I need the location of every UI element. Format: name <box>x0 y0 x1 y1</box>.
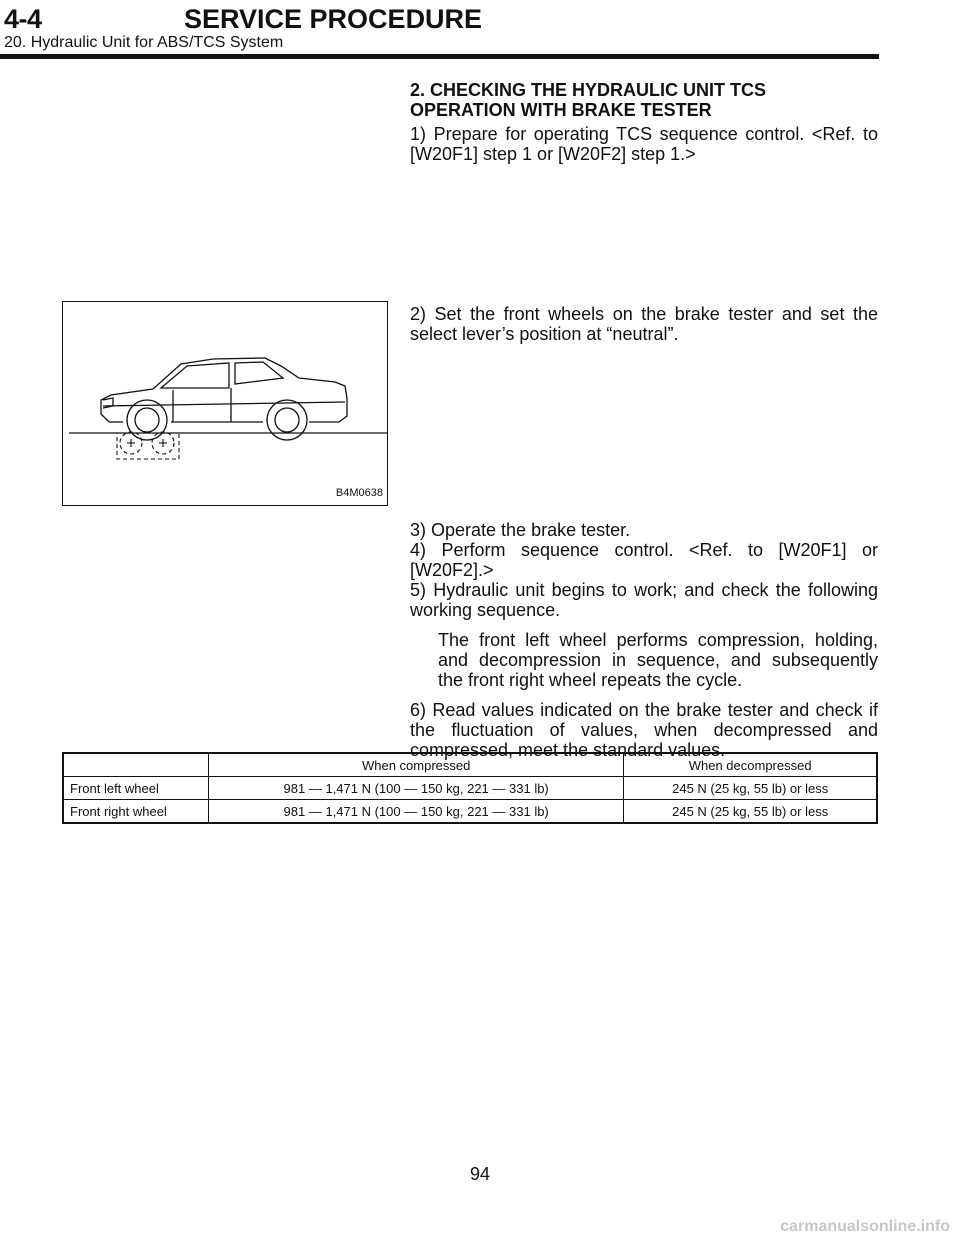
standard-values-table <box>62 752 878 824</box>
step-text: 5) Hydraulic unit begins to work; and check the following working sequence. <box>410 580 878 620</box>
watermark: carmanualsonline.info <box>780 1218 950 1235</box>
table-row <box>63 777 877 800</box>
heading-line: 2. CHECKING THE HYDRAULIC UNIT TCS <box>410 80 767 100</box>
step-text: 3) Operate the brake tester. <box>410 520 631 540</box>
car-illustration <box>63 302 387 505</box>
table-cell: Front left wheel <box>63 777 209 800</box>
figure-code: B4M0638 <box>335 487 383 499</box>
heading-line: OPERATION WITH BRAKE TESTER <box>410 100 712 120</box>
header-rule <box>0 54 879 59</box>
table-header-cell: When compressed <box>209 753 624 777</box>
steps-3-to-6 <box>410 520 878 760</box>
step-text: 2) Set the front wheels on the brake tester and set the select lever’s position at “neutral”. <box>410 304 878 344</box>
step-note: The front left wheel performs compression, holding, and decompression in sequence, and subsequently the front right wheel repeats the cycle. <box>438 630 878 690</box>
page-title: SERVICE PROCEDURE <box>184 4 483 34</box>
step-1 <box>410 124 878 164</box>
step-2 <box>410 304 878 344</box>
section-number: 4-4 <box>4 4 42 34</box>
table-cell: 245 N (25 kg, 55 lb) or less <box>624 800 877 824</box>
procedure-heading <box>410 80 878 120</box>
table-header-cell: When decompressed <box>624 753 877 777</box>
table-cell: 981 — 1,471 N (100 — 150 kg, 221 — 331 lb) <box>209 777 624 800</box>
table-header-row <box>63 753 877 777</box>
step-text: 1) Prepare for operating TCS sequence control. <Ref. to [W20F1] step 1 or [W20F2] step 1.> <box>410 124 878 164</box>
table-row <box>63 800 877 824</box>
step-text: 4) Perform sequence control. <Ref. to [W20F1] or [W20F2].> <box>410 540 878 580</box>
table-header-cell <box>63 753 209 777</box>
table-cell: Front right wheel <box>63 800 209 824</box>
table-cell: 245 N (25 kg, 55 lb) or less <box>624 777 877 800</box>
page-number: 94 <box>469 1164 491 1184</box>
step-text: 6) Read values indicated on the brake tester and check if the fluctuation of values, when decompressed and compressed, meet the standard values. <box>410 700 878 760</box>
table-cell: 981 — 1,471 N (100 — 150 kg, 221 — 331 lb) <box>209 800 624 824</box>
car-on-brake-tester-figure <box>62 301 388 506</box>
page-subtitle: 20. Hydraulic Unit for ABS/TCS System <box>4 34 284 51</box>
